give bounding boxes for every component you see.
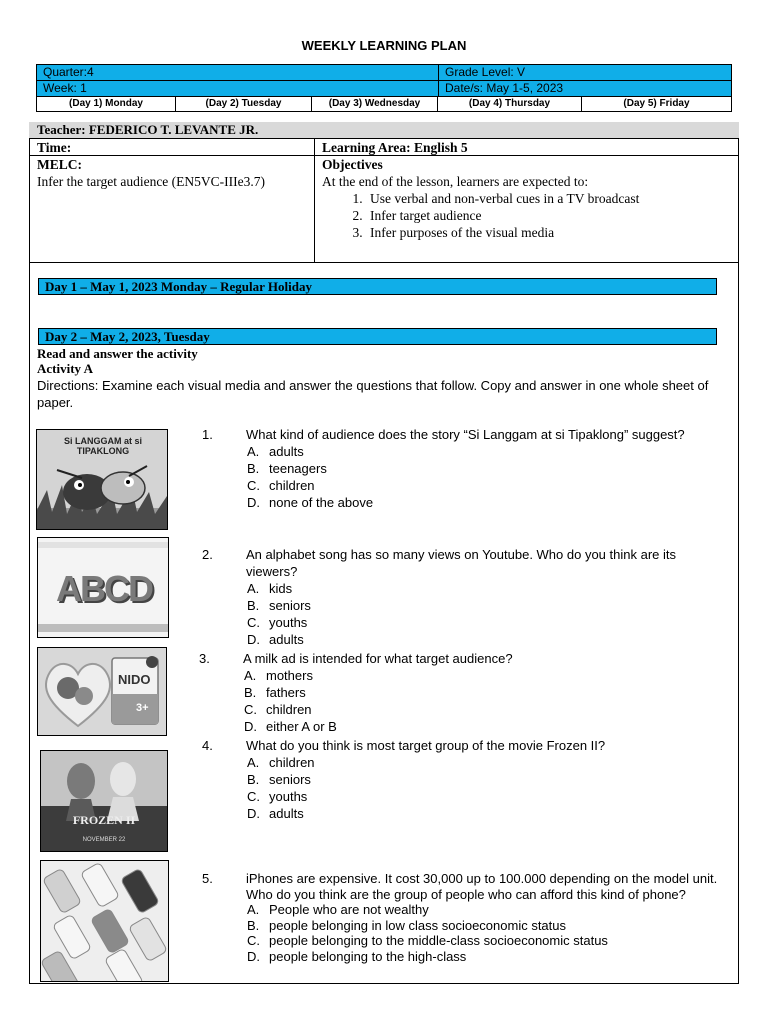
option-letter: B.	[247, 598, 260, 613]
alphabet-video-image	[37, 537, 169, 638]
option-text: adults	[269, 444, 304, 459]
option-text: adults	[269, 806, 304, 821]
option-text: people belonging to the high-class	[269, 948, 467, 964]
option-text: children	[266, 702, 312, 717]
activity-name: Activity A	[37, 361, 93, 376]
dates-cell: Date/s: May 1-5, 2023	[445, 81, 564, 95]
question-number: 1.	[202, 427, 213, 442]
document-title: WEEKLY LEARNING PLAN	[301, 38, 467, 53]
time-label: Time:	[37, 140, 72, 155]
option-text: kids	[269, 581, 293, 596]
option-text: youths	[269, 789, 308, 804]
option-letter: D.	[247, 806, 260, 821]
days-row	[37, 97, 731, 111]
question-2	[202, 546, 724, 648]
option-text: seniors	[269, 598, 311, 613]
milk-ad-image	[37, 647, 167, 736]
option-letter: B.	[247, 772, 260, 787]
day-cell: (Day 5) Friday	[623, 98, 690, 109]
objective-item: 3. Infer purposes of the visual media	[366, 224, 722, 241]
grade-level-cell: Grade Level: V	[445, 65, 526, 79]
option-letter: B.	[247, 917, 260, 933]
option-letter: A.	[247, 581, 260, 596]
option-letter: C.	[247, 615, 260, 630]
day-cell: (Day 3) Wednesday	[312, 97, 438, 111]
option-text: People who are not wealthy	[269, 902, 429, 917]
divider	[29, 262, 739, 263]
question-number: 5.	[202, 871, 213, 886]
question-number: 2.	[202, 547, 213, 562]
question-text: iPhones are expensive. It cost 30,000 up to 100.000 depending on the model unit. Who do you think are the group of people who can afford this kind of phone?	[246, 871, 718, 902]
option-letter: C.	[244, 702, 257, 717]
question-number: 4.	[202, 738, 213, 753]
option-letter: A.	[247, 444, 260, 459]
option-text: none of the above	[269, 495, 374, 510]
option-text: children	[269, 478, 315, 493]
milk-age-badge: 3+	[136, 702, 149, 714]
activity-instruction: Read and answer the activity	[37, 346, 198, 361]
header-row-quarter	[37, 65, 731, 81]
option-text: youths	[269, 615, 308, 630]
option-text: teenagers	[269, 461, 327, 476]
option-text: seniors	[269, 772, 311, 787]
activity-directions: Directions: Examine each visual media and answer the questions that follow. Copy and answer in one whole sheet of paper.	[37, 378, 709, 410]
day2-bar: Day 2 – May 2, 2023, Tuesday	[38, 328, 717, 345]
day-cell: (Day 4) Thursday	[438, 97, 582, 111]
story-cover-title: Si LANGGAM at si TIPAKLONG	[63, 436, 142, 456]
question-number: 3.	[199, 651, 210, 666]
day-cell: (Day 1) Monday	[37, 97, 176, 111]
header-row-week	[37, 81, 731, 97]
option-text: either A or B	[266, 719, 337, 734]
option-letter: A.	[247, 755, 260, 770]
question-5	[202, 871, 724, 964]
option-letter: C.	[247, 789, 260, 804]
frozen-poster-image	[40, 750, 168, 852]
option-letter: A.	[244, 668, 257, 683]
milk-ad-illustration	[38, 648, 166, 735]
iphone-illustration	[41, 861, 168, 981]
objective-item: 2. Infer target audience	[366, 207, 722, 224]
day1-bar: Day 1 – May 1, 2023 Monday – Regular Holiday	[38, 278, 717, 295]
question-text: What do you think is most target group of the movie Frozen II?	[246, 738, 606, 753]
option-letter: D.	[247, 948, 260, 964]
objectives-cell	[322, 156, 722, 241]
option-letter: B.	[247, 461, 260, 476]
option-letter: C.	[247, 933, 260, 948]
iphone-image	[40, 860, 169, 982]
alphabet-letters: ABCD	[56, 568, 152, 609]
frozen-title: FROZEN II	[72, 813, 136, 827]
option-letter: D.	[247, 632, 260, 647]
objectives-list	[322, 190, 722, 241]
option-text: people belonging in low class socioeconomic status	[269, 917, 567, 933]
option-letter: B.	[244, 685, 257, 700]
question-text: A milk ad is intended for what target audience?	[243, 651, 513, 666]
option-text: mothers	[266, 668, 313, 683]
melc-cell	[37, 156, 307, 190]
question-3	[199, 650, 721, 735]
learning-area: Learning Area: English 5	[322, 140, 468, 155]
melc-text: Infer the target audience (EN5VC-IIIe3.7)	[37, 174, 266, 189]
option-text: children	[269, 755, 315, 770]
option-letter: D.	[247, 495, 260, 510]
objectives-intro: At the end of the lesson, learners are expected to:	[322, 174, 589, 189]
divider	[314, 139, 315, 262]
objective-item: 1. Use verbal and non-verbal cues in a TV broadcast	[366, 190, 680, 207]
option-letter: A.	[247, 902, 260, 917]
option-text: people belonging to the middle-class socioeconomic status	[269, 933, 608, 948]
question-4	[202, 737, 724, 822]
header-table	[36, 64, 732, 112]
frozen-date: NOVEMBER 22	[82, 837, 126, 843]
story-cover-image	[36, 429, 168, 530]
teacher-row: Teacher: FEDERICO T. LEVANTE JR.	[29, 122, 739, 139]
milk-brand: NIDO	[118, 672, 151, 687]
objectives-label: Objectives	[322, 157, 383, 172]
question-text: An alphabet song has so many views on Youtube. Who do you think are its viewers?	[246, 547, 676, 579]
quarter-cell: Quarter:4	[37, 65, 439, 80]
option-letter: D.	[244, 719, 257, 734]
video-top-bar	[38, 542, 168, 548]
week-cell: Week: 1	[37, 81, 439, 96]
option-text: adults	[269, 632, 304, 647]
question-1	[202, 426, 724, 511]
melc-label: MELC:	[37, 157, 82, 172]
question-text: What kind of audience does the story “Si Langgam at si Tipaklong” suggest?	[246, 427, 685, 442]
option-text: fathers	[266, 685, 306, 700]
frozen-poster-illustration	[41, 751, 167, 851]
option-letter: C.	[247, 478, 260, 493]
video-bottom-bar	[38, 624, 168, 632]
day-cell: (Day 2) Tuesday	[176, 97, 312, 111]
